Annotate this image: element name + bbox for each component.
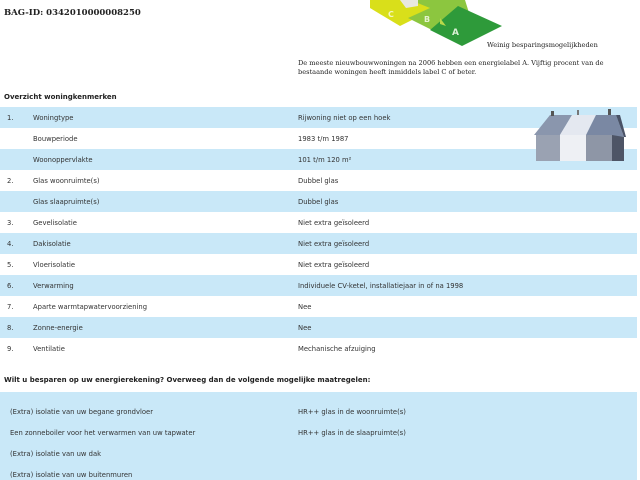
measure-item: (Extra) isolatie van uw begane grondvloer <box>10 408 154 416</box>
row-label: Bouwperiode <box>33 134 78 143</box>
measure-item: Een zonneboiler voor het verwarmen van uw tapwater <box>10 429 196 437</box>
row-label: Dakisolatie <box>33 239 71 248</box>
table-row <box>0 296 637 317</box>
table-row <box>0 233 637 254</box>
bag-id: BAG-ID: 0342010000008250 <box>4 8 141 18</box>
row-number: 3. <box>7 218 14 227</box>
row-value: Niet extra geïsoleerd <box>298 260 370 269</box>
row-value: Dubbel glas <box>298 176 339 185</box>
row-value: Niet extra geïsoleerd <box>298 218 370 227</box>
row-value: Nee <box>298 323 312 332</box>
row-value: 1983 t/m 1987 <box>298 134 349 143</box>
row-value: Dubbel glas <box>298 197 339 206</box>
measure-item: (Extra) isolatie van uw buitenmuren <box>10 471 133 479</box>
table-row <box>0 170 637 191</box>
row-house-icon <box>530 107 630 167</box>
row-label: Aparte warmtapwatervoorziening <box>33 302 148 311</box>
row-label: Ventilatie <box>33 344 65 353</box>
overview-title: Overzicht woningkenmerken <box>4 93 117 101</box>
row-label: Woonoppervlakte <box>33 155 93 164</box>
row-label: Zonne-energie <box>33 323 83 332</box>
svg-text:A: A <box>452 28 459 38</box>
row-number: 7. <box>7 302 14 311</box>
table-row <box>0 317 637 338</box>
table-row <box>0 338 637 359</box>
table-row <box>0 191 637 212</box>
row-value: Niet extra geïsoleerd <box>298 239 370 248</box>
measures-title: Wilt u besparen op uw energierekening? Overweeg dan de volgende mogelijke maatregelen: <box>4 376 371 384</box>
row-label: Verwarming <box>33 281 74 290</box>
row-number: 9. <box>7 344 14 353</box>
measure-item: HR++ glas in de woonruimte(s) <box>298 408 406 416</box>
row-number: 8. <box>7 323 14 332</box>
measures-list <box>0 392 637 480</box>
measure-item: (Extra) isolatie van uw dak <box>10 450 102 458</box>
row-label: Glas slaapruimte(s) <box>33 197 100 206</box>
energy-label-graphic-icon <box>370 0 510 46</box>
row-label: Vloerisolatie <box>33 260 76 269</box>
label-caption: Weinig besparingsmogelijkheden <box>487 41 598 49</box>
label-note: De meeste nieuwbouwwoningen na 2006 hebben een energielabel A. Vijftig procent van de bestaande woningen heeft inmiddels label C of beter. <box>298 59 604 76</box>
row-label: Woningtype <box>33 113 74 122</box>
row-number: 2. <box>7 176 14 185</box>
row-value: Nee <box>298 302 312 311</box>
row-number: 5. <box>7 260 14 269</box>
table-row <box>0 212 637 233</box>
row-number: 1. <box>7 113 14 122</box>
row-value: Rijwoning niet op een hoek <box>298 113 391 122</box>
svg-text:B: B <box>424 15 431 24</box>
row-label: Gevelisolatie <box>33 218 77 227</box>
row-value: Individuele CV-ketel, installatiejaar in of na 1998 <box>298 281 464 290</box>
measure-item: HR++ glas in de slaapruimte(s) <box>298 429 406 437</box>
table-row <box>0 275 637 296</box>
row-label: Glas woonruimte(s) <box>33 176 100 185</box>
table-row <box>0 254 637 275</box>
svg-text:C: C <box>388 10 394 19</box>
row-number: 6. <box>7 281 14 290</box>
row-number: 4. <box>7 239 14 248</box>
row-value: 101 t/m 120 m² <box>298 155 352 164</box>
row-value: Mechanische afzuiging <box>298 344 376 353</box>
